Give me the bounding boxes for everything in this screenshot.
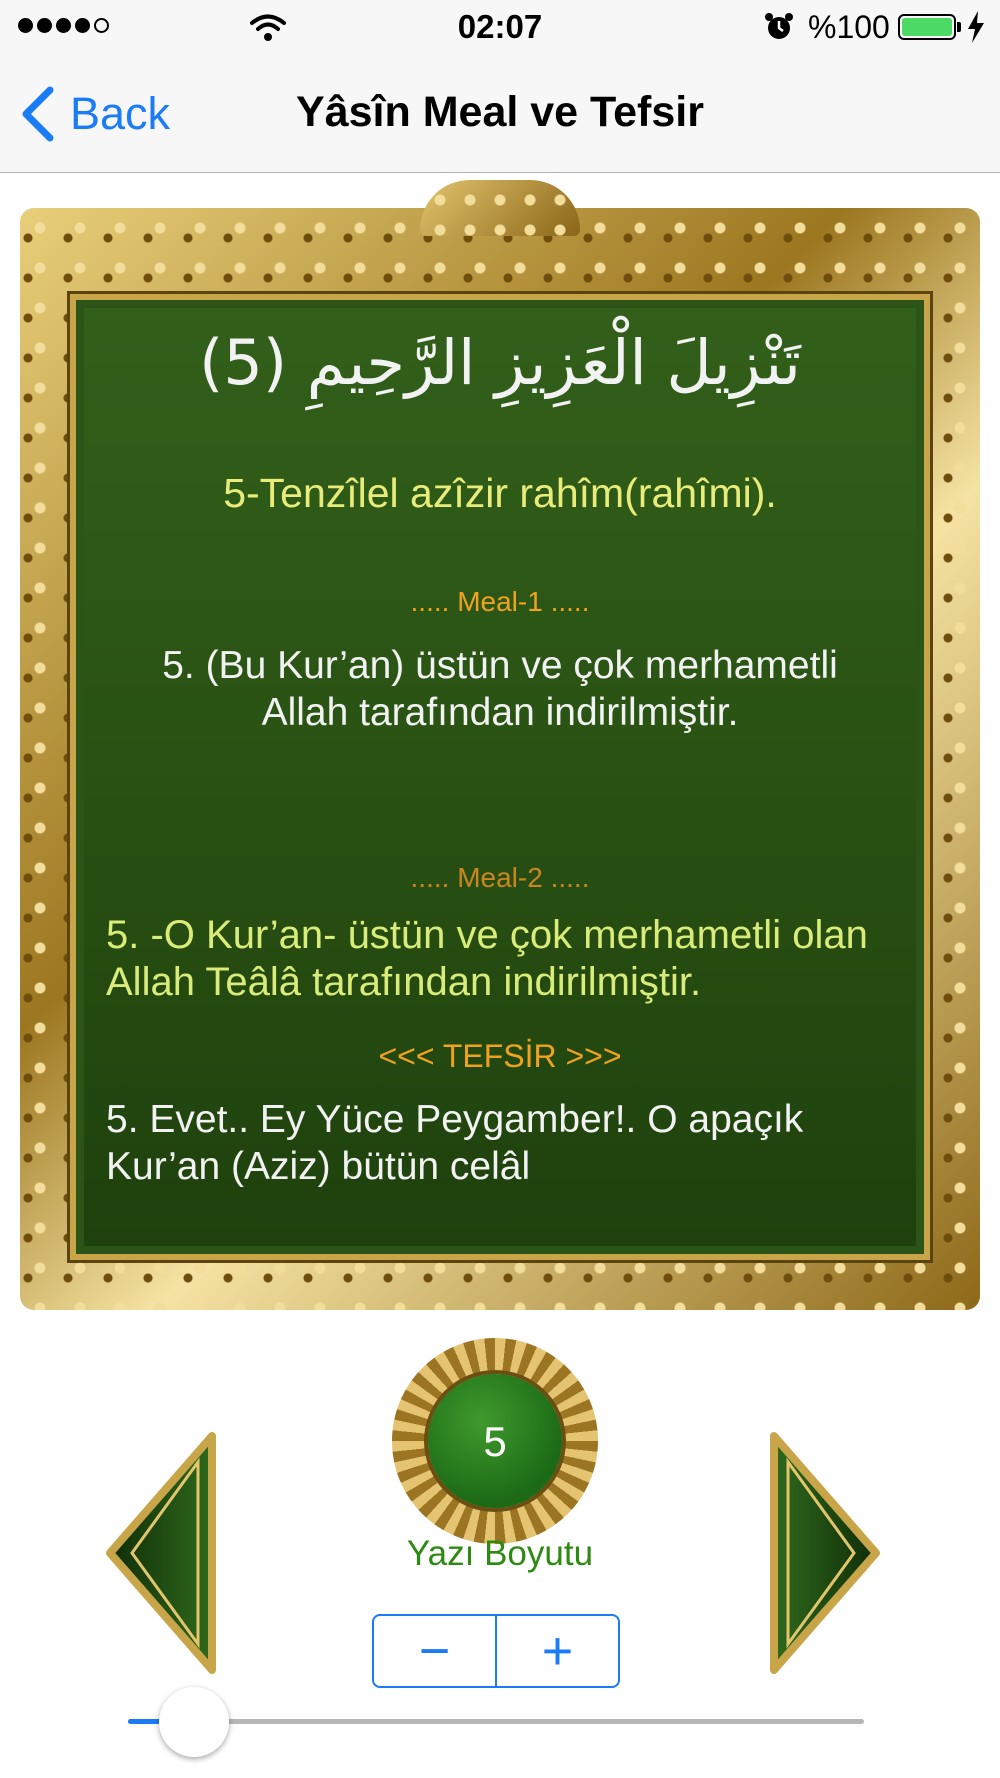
- font-size-label: Yazı Boyutu: [406, 1534, 594, 1573]
- battery-icon: [898, 14, 956, 40]
- font-size-slider[interactable]: [128, 1719, 864, 1724]
- tefsir-heading: <<< TEFSİR >>>: [378, 1038, 622, 1074]
- verse-panel[interactable]: [70, 294, 930, 1260]
- slider-thumb[interactable]: [159, 1687, 229, 1757]
- verse-number-medallion: [392, 1338, 598, 1544]
- charging-bolt-icon: [966, 11, 986, 43]
- decrease-font-button[interactable]: −: [418, 1621, 451, 1681]
- back-label: Back: [70, 88, 171, 139]
- ornate-gold-frame: [20, 208, 980, 1310]
- status-bar: [0, 0, 1000, 54]
- navigation-bar: [0, 54, 1000, 173]
- meal-2-heading: ..... Meal-2 .....: [410, 862, 590, 893]
- increase-font-button[interactable]: +: [541, 1621, 574, 1681]
- meal-1-heading: ..... Meal-1 .....: [410, 586, 590, 617]
- arabic-verse: تَنْزِيلَ الْعَزِيزِ الرَّحِيمِ (5): [199, 326, 801, 399]
- verse-number: 5: [483, 1418, 507, 1465]
- meal-2-text: 5. -O Kur’an- üstün ve çok merhametli olan Allah Teâlâ tarafından indirilmiştir.: [106, 913, 868, 1004]
- medallion-center: [428, 1374, 562, 1508]
- battery-cap: [957, 22, 961, 32]
- transliteration-text: 5-Tenzîlel azîzir rahîm(rahîmi).: [223, 470, 777, 516]
- battery-percentage: %100: [808, 9, 890, 45]
- meal-1-text: 5. (Bu Kur’an) üstün ve çok merhametli Allah tarafından indirilmiştir.: [162, 644, 838, 734]
- clock: 02:07: [457, 8, 543, 45]
- font-size-stepper: [372, 1614, 620, 1688]
- page-title: Yâsîn Meal ve Tefsir: [296, 88, 704, 136]
- alarm-icon: [764, 12, 794, 42]
- verse-scroll-area[interactable]: [84, 308, 916, 1246]
- tefsir-text: 5. Evet.. Ey Yüce Peygamber!. O apaçık Kur’an (Aziz) bütün celâl: [106, 1098, 804, 1188]
